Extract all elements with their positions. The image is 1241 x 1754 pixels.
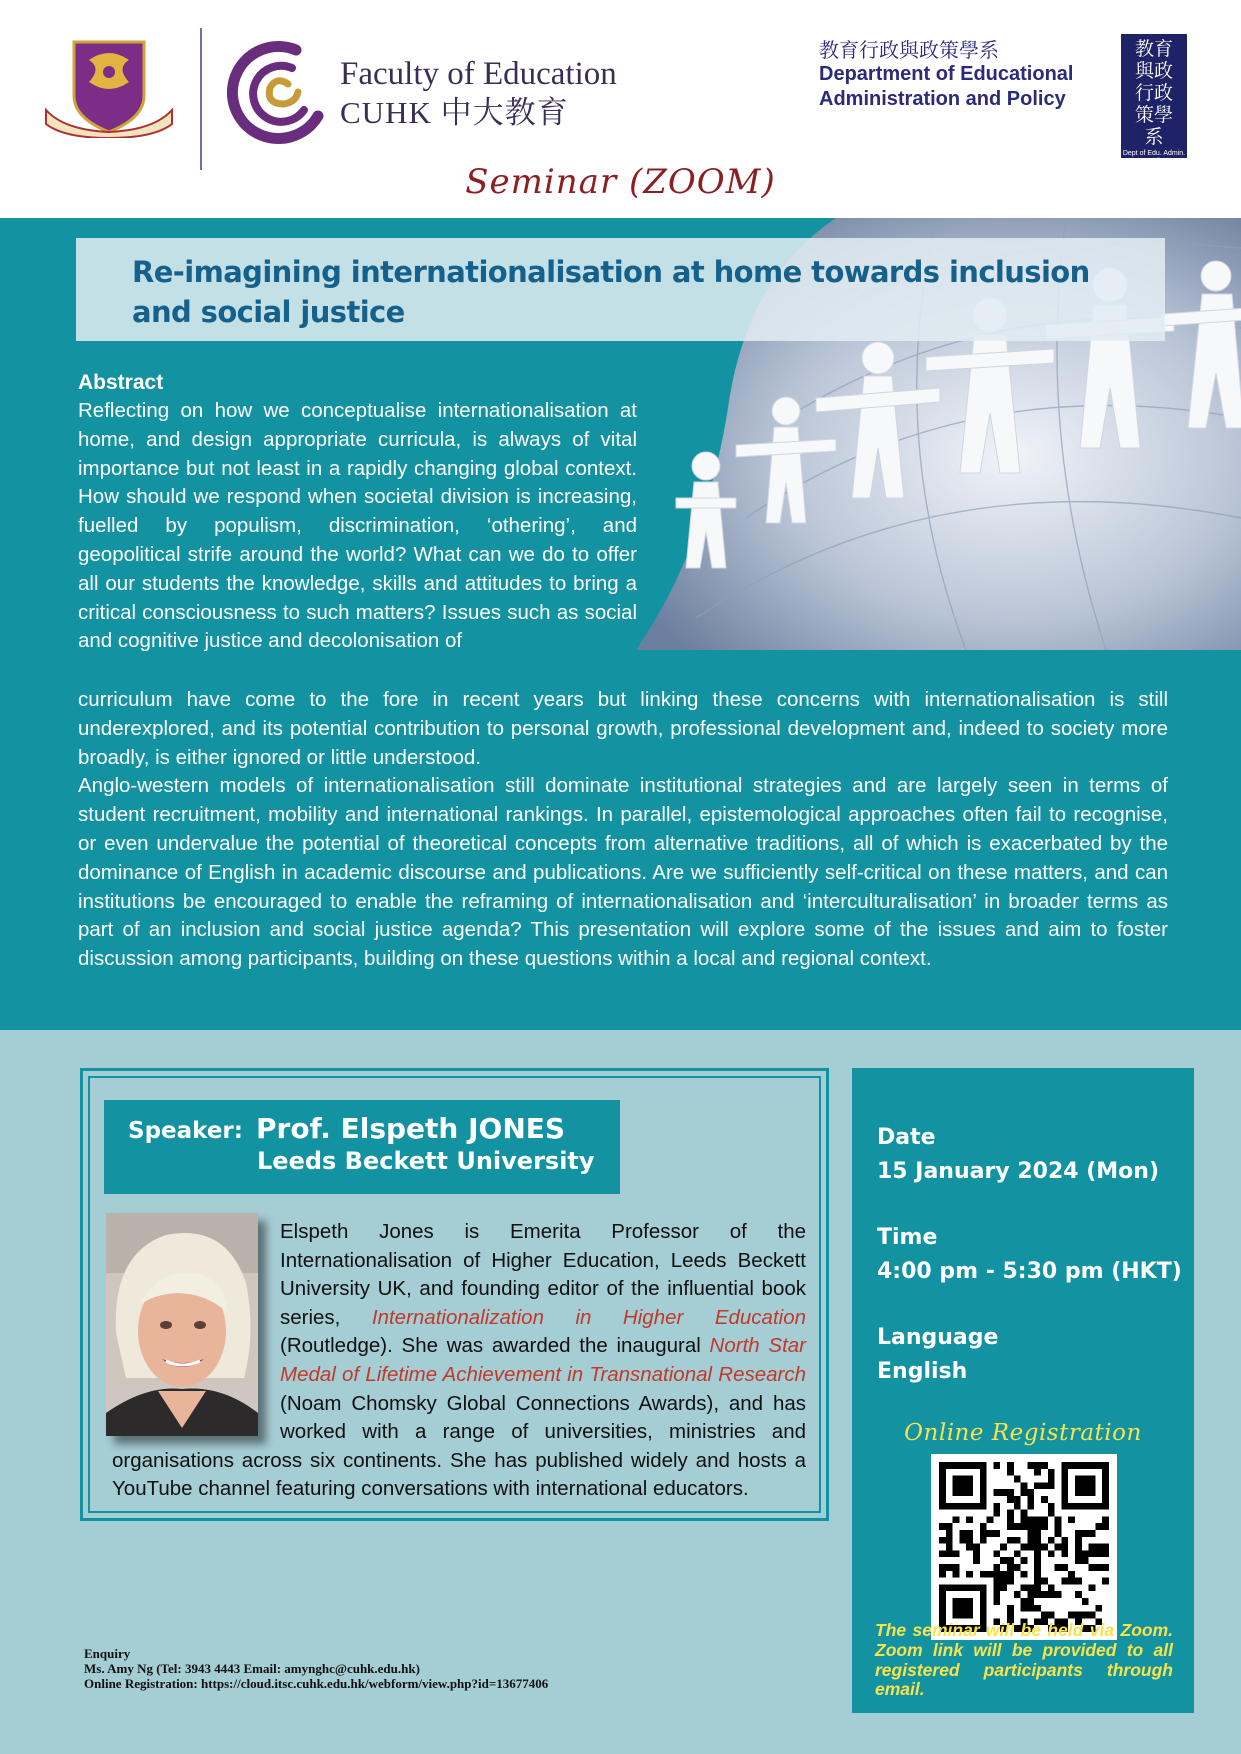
header-divider [200, 28, 202, 170]
abstract-text-wide [78, 686, 1168, 974]
department-logo-chinese: 教育與政行政策學系 [1134, 38, 1173, 148]
registration-qr-code[interactable] [931, 1454, 1117, 1640]
department-logo-box [1121, 34, 1187, 165]
seminar-type-heading: Seminar (ZOOM) [465, 162, 776, 202]
speaker-affiliation: Leeds Beckett University [257, 1147, 595, 1175]
enquiry-registration-link[interactable]: Online Registration: https://cloud.itsc.cuhk.edu.hk/webform/view.php?id=13677406 [84, 1676, 549, 1691]
bio-photo-spacer [112, 1218, 280, 1443]
department-name-chinese: 教育行政與政策學系 [819, 38, 999, 62]
event-details-panel [852, 1068, 1194, 1713]
enquiry-heading: Enquiry [84, 1646, 131, 1661]
award-title: North Star Medal of Lifetime Achievement in Transnational Research [280, 1334, 806, 1386]
zoom-note: The seminar will be held via Zoom. Zoom link will be provided to all registered participants through email. [875, 1620, 1173, 1700]
department-name-line-2: Administration and Policy [819, 88, 1066, 110]
date-value: 15 January 2024 (Mon) [877, 1159, 1159, 1184]
abstract-text-narrow: Reflecting on how we conceptualise internationalisation at home, and design appropriate curricula, is always of vital importance but not least in a rapidly changing global context. How should we respond when societal division is increasing, fuelled by populism, discrimination, ‘othering’, and geopolitical strife around the world? What can we do to offer all our students the knowledge, skills and attitudes to bring a critical consciousness to such matters? Issues such as social and cognitive justice and decolonisation of [78, 399, 637, 653]
bio-text-part-3: (Noam Chomsky Global Connections Awards), and has worked with a range of universities, ministries and organisations across six continents. She has published widely and hosts a YouTube channel featuring conversations with international educators. [112, 1391, 806, 1501]
language-value: English [877, 1359, 968, 1384]
speaker-biography [112, 1218, 806, 1504]
enquiry-block [84, 1646, 548, 1691]
seminar-title: Re-imagining internationalisation at home towards inclusion and social justice [132, 255, 1090, 329]
speaker-and-details-section [0, 1030, 1241, 1754]
enquiry-contact: Ms. Amy Ng (Tel: 3943 4443 Email: amynghc@cuhk.edu.hk) [84, 1661, 420, 1676]
language-label: Language [877, 1325, 999, 1350]
time-label: Time [877, 1225, 938, 1250]
time-value: 4:00 pm - 5:30 pm (HKT) [877, 1259, 1182, 1284]
qr-code-icon [939, 1462, 1109, 1632]
speaker-name: Prof. Elspeth JONES [256, 1112, 566, 1145]
bio-text-part-1: Elspeth Jones is Emerita Professor of the Internationalisation of Higher Education, Leeds Beckett University UK, and founding editor of the influential book series, [280, 1220, 806, 1329]
book-series-title: Internationalization in Higher Education [371, 1305, 807, 1329]
department-logo-english: Dept of Edu. Admin. & Policy [1122, 150, 1186, 165]
faculty-name: Faculty of Education [340, 56, 617, 92]
abstract-paragraph-2: Anglo-western models of internationalisation still dominate institutional strategies and are largely seen in terms of student recruitment, mobility and international rankings. In parallel, epistemological approaches often fail to recognise, or even undervalue the potential of theoretical concepts from alternative traditions, all of which is exacerbated by the dominance of English in academic discourse and publications. Are we sufficiently self-critical on these matters, and can institutions be encouraged to enable the reframing of internationalisation and ‘interculturalisation’ in broader terms as part of an inclusion and social justice agenda? This presentation will explore some of the issues and aim to foster discussion among participants, building on these questions within a local and regional context. [78, 774, 1168, 971]
bio-text-part-2: (Routledge). She was awarded the inaugural [280, 1334, 710, 1358]
title-box [76, 238, 1165, 341]
abstract-heading: Abstract [78, 371, 164, 394]
abstract-paragraph-1-end: curriculum have come to the fore in recent years but linking these concerns with internationalisation is still underexplored, and its potential contribution to personal growth, professional development and, indeed to society more broadly, is either ignored or little understood. [78, 688, 1168, 769]
date-label: Date [877, 1125, 936, 1150]
speaker-heading-box [104, 1100, 620, 1194]
department-name-line-1: Department of Educational [819, 63, 1074, 85]
abstract-section [0, 218, 1241, 1030]
faculty-swirl-logo [226, 38, 330, 146]
cuhk-crest-logo [44, 38, 174, 138]
faculty-subtitle: CUHK 中大教育 [340, 95, 569, 130]
online-registration-label: Online Registration [904, 1420, 1142, 1446]
speaker-label: Speaker: [128, 1118, 243, 1144]
header [0, 0, 1241, 218]
